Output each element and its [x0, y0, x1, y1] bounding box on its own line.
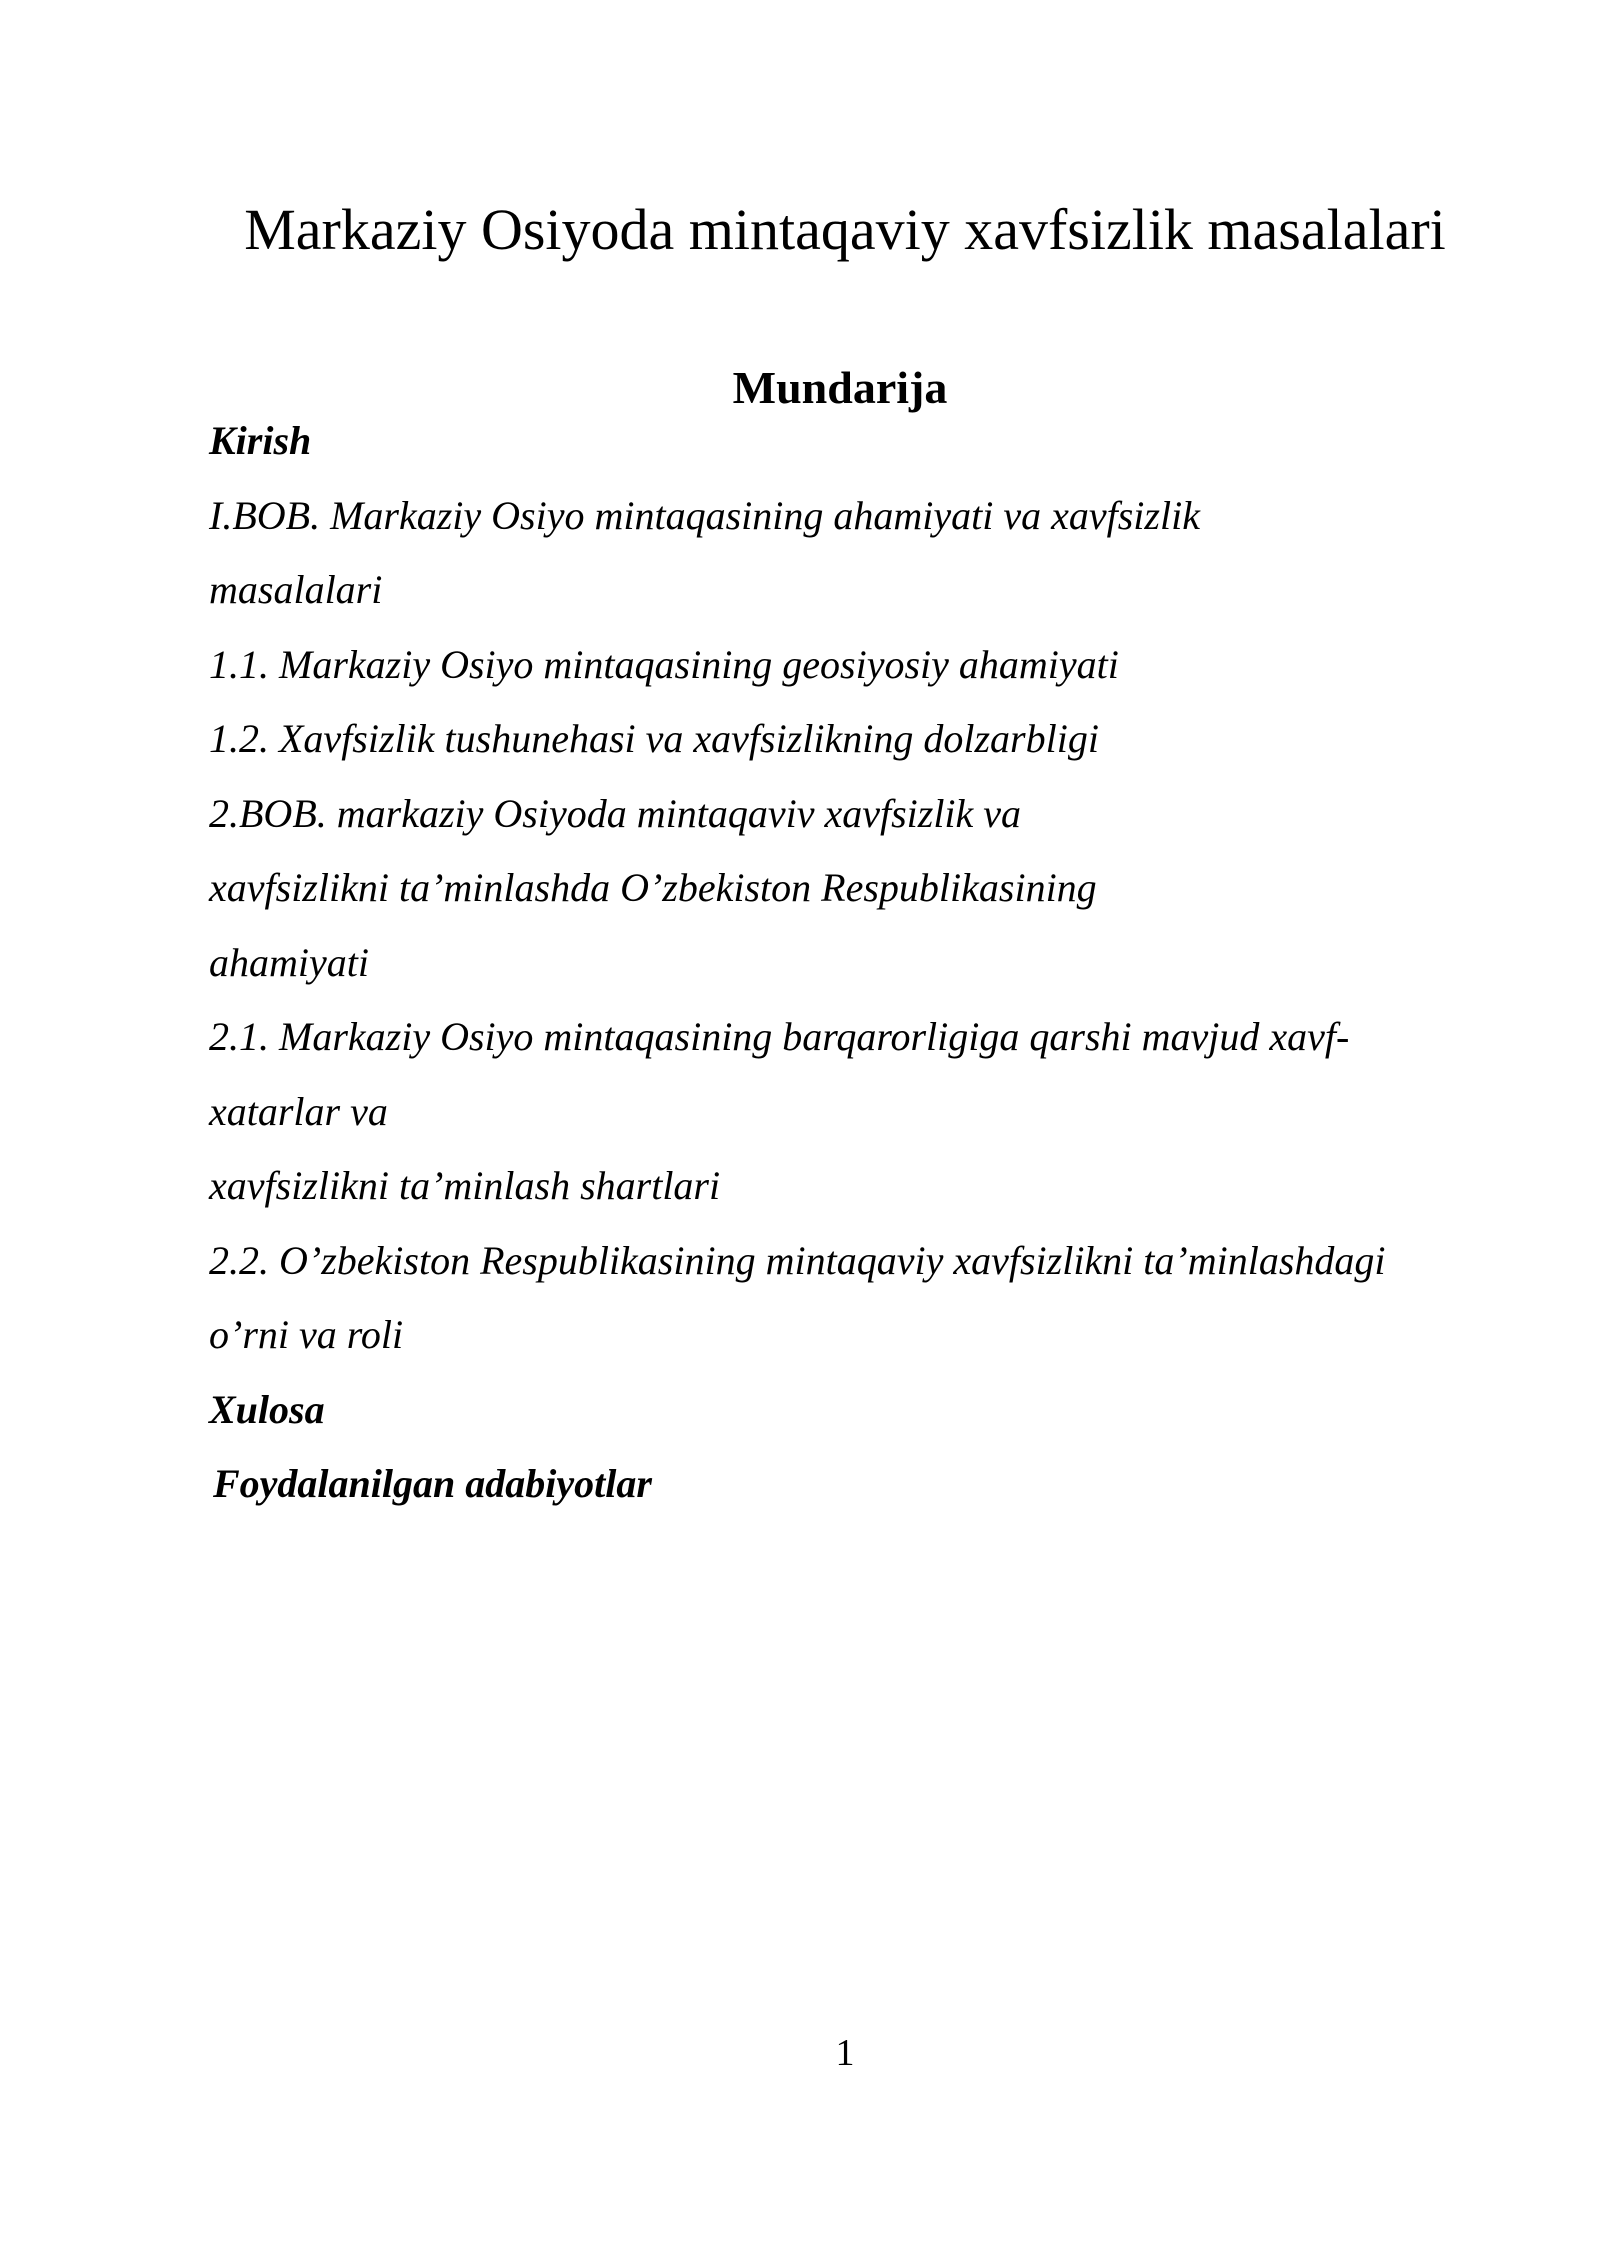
toc-entry-chapter-2: 2.BOB. markaziy Osiyoda mintaqaviv xavfsizlik va — [209, 790, 1022, 836]
toc-entry-section-2-1-continued-2: xavfsizlikni ta’minlash shartlari — [209, 1163, 721, 1208]
toc-entry-kirish: Kirish — [209, 418, 312, 463]
toc-heading: Mundarija — [732, 362, 948, 414]
toc-entry-chapter-1-continued: masalalari — [209, 567, 383, 612]
toc-entry-bibliography: Foydalanilgan adabiyotlar — [213, 1461, 652, 1506]
table-of-contents — [209, 404, 1539, 1522]
document-title: Markaziy Osiyoda mintaqaviy xavfsizlik masalalari — [244, 196, 1446, 262]
toc-entry-chapter-2-continued: xavfsizlikni ta’minlashda O’zbekiston Respublikasining — [209, 865, 1097, 910]
toc-entry-section-1-1: 1.1. Markaziy Osiyo mintaqasining geosiyosiy ahamiyati — [209, 641, 1119, 687]
toc-entry-chapter-1: I.BOB. Markaziy Osiyo mintaqasining ahamiyati va xavfsizlik — [209, 492, 1200, 538]
toc-entry-section-2-2: 2.2. O’zbekiston Respublikasining mintaqaviy xavfsizlikni ta’minlashdagi — [209, 1237, 1386, 1283]
toc-entry-section-2-1: 2.1. Markaziy Osiyo mintaqasining barqarorligiga qarshi mavjud xavf- — [209, 1014, 1350, 1059]
toc-entry-section-2-1-continued: xatarlar va — [209, 1088, 388, 1134]
toc-entry-section-1-2: 1.2. Xavfsizlik tushunehasi va xavfsizlikning dolzarbligi — [209, 716, 1099, 761]
toc-entry-section-2-2-continued: o’rni va roli — [209, 1312, 404, 1357]
toc-entry-chapter-2-continued-2: ahamiyati — [209, 939, 369, 985]
page-number: 1 — [835, 2032, 855, 2074]
toc-entry-xulosa: Xulosa — [209, 1386, 325, 1432]
